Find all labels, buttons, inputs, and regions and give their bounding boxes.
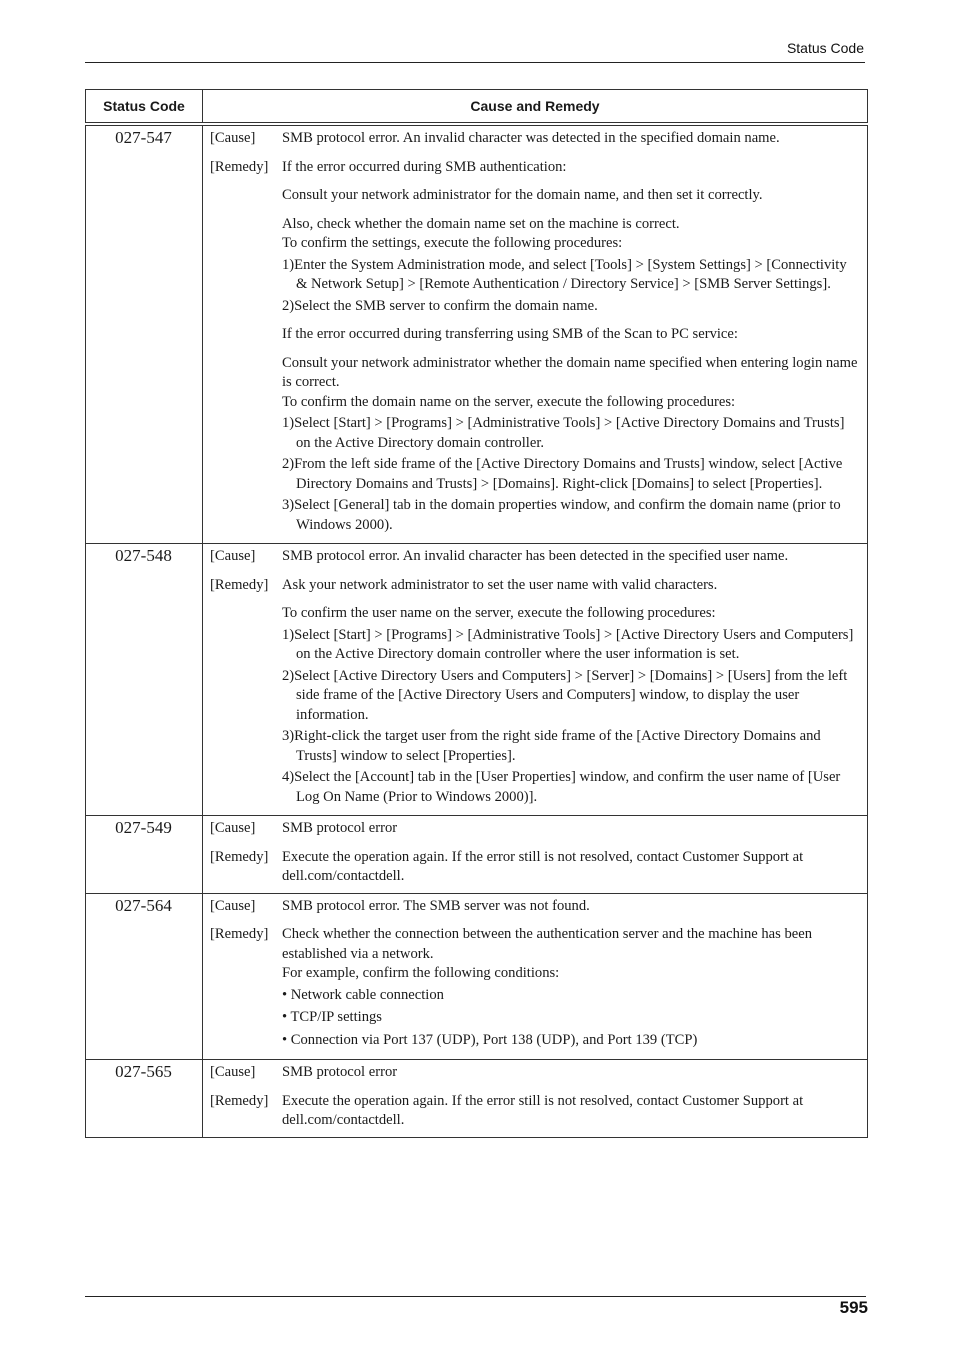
- status-code-cell: 027-547: [86, 124, 203, 544]
- remedy-tag: [Remedy]: [210, 158, 269, 175]
- running-header-title: Status Code: [786, 40, 864, 56]
- remedy-entry: [210, 1092, 859, 1131]
- remedy-body: [282, 158, 859, 538]
- remedy-text: [282, 848, 859, 887]
- procedure-step: 1)Enter the System Administration mode, and select [Tools] > [System Settings] > [Connectivity & Network Setup] > [Remote Authentication / Directory Service] > [SMB Server Settings].: [282, 256, 847, 292]
- cause-text: SMB protocol error. An invalid character has been detected in the specified user name.: [282, 548, 789, 564]
- procedure-step: 1)Select [Start] > [Programs] > [Administrative Tools] > [Active Directory Domains and Trusts] on the Active Directory domain controller.: [282, 415, 845, 451]
- cause-remedy-cell: [203, 816, 868, 894]
- remedy-tag: [Remedy]: [210, 848, 269, 865]
- procedure-step: 1)Select [Start] > [Programs] > [Administrative Tools] > [Active Directory Users and Computers] on the Active Directory domain controller where the user information is set.: [282, 626, 854, 662]
- table-row: [86, 1060, 868, 1138]
- cause-remedy-cell: [203, 124, 868, 544]
- remedy-entry: [210, 925, 859, 1053]
- remedy-line: Check whether the connection between the authentication server and the machine has been established via a network.: [282, 926, 813, 962]
- cause-text: SMB protocol error: [282, 1064, 398, 1080]
- table-row: [86, 124, 868, 544]
- remedy-paragraph: [282, 604, 859, 807]
- cause-remedy-cell: [203, 544, 868, 816]
- remedy-paragraph: If the error occurred during transferring using SMB of the Scan to PC service:: [282, 326, 738, 342]
- remedy-tag: [Remedy]: [210, 576, 269, 593]
- cause-tag: [Cause]: [210, 897, 256, 914]
- remedy-sentence: Execute the operation again. If the error still is not resolved, contact Customer Support at: [282, 848, 804, 865]
- table-row: [86, 544, 868, 816]
- support-link[interactable]: dell.com/contactdell: [282, 868, 401, 884]
- remedy-entry: [210, 576, 859, 810]
- condition-bullet: • Network cable connection: [282, 986, 444, 1003]
- cause-text: SMB protocol error: [282, 820, 398, 836]
- status-code-cell: 027-564: [86, 893, 203, 1060]
- procedure-step: 4)Select the [Account] tab in the [User Properties] window, and confirm the user name of [User Log On Name (Prior to Windows 2000)].: [282, 769, 841, 805]
- remedy-line: Consult your network administrator whether the domain name specified when entering login name is correct.: [282, 354, 858, 390]
- status-code-cell: 027-565: [86, 1060, 203, 1138]
- remedy-line: To confirm the domain name on the server, execute the following procedures:: [282, 393, 736, 410]
- remedy-line: For example, confirm the following conditions:: [282, 965, 560, 981]
- remedy-intro: If the error occurred during SMB authentication:: [282, 158, 567, 175]
- status-code-cell: 027-548: [86, 544, 203, 816]
- remedy-text: [282, 1092, 859, 1131]
- cause-entry: [210, 819, 859, 839]
- support-link[interactable]: dell.com/contactdell: [282, 1112, 401, 1128]
- cause-entry: [210, 1063, 859, 1083]
- procedure-step: 3)Right-click the target user from the right side frame of the [Active Directory Domains and Trusts] window to select [Properties].: [282, 728, 821, 764]
- procedure-step: 3)Select [General] tab in the domain properties window, and confirm the domain name (prior to Windows 2000).: [282, 497, 841, 533]
- remedy-body: [282, 925, 859, 1053]
- remedy-paragraph: [282, 215, 859, 317]
- cause-tag: [Cause]: [210, 820, 256, 836]
- status-code-cell: 027-549: [86, 816, 203, 894]
- condition-bullet: • TCP/IP settings: [282, 1009, 382, 1025]
- table-header-row: [86, 90, 868, 125]
- remedy-tag: [Remedy]: [210, 926, 269, 942]
- remedy-line: To confirm the settings, execute the following procedures:: [282, 235, 623, 251]
- cause-entry: [210, 547, 859, 567]
- remedy-paragraph: [282, 354, 859, 536]
- remedy-entry: [210, 158, 859, 538]
- remedy-tag: [Remedy]: [210, 1092, 269, 1109]
- cause-remedy-cell: [203, 1060, 868, 1138]
- cause-remedy-cell: [203, 893, 868, 1060]
- cause-tag: [Cause]: [210, 130, 256, 146]
- remedy-entry: [210, 848, 859, 887]
- column-header-status-code: Status Code: [86, 90, 203, 125]
- cause-text: SMB protocol error. The SMB server was not found.: [282, 897, 590, 914]
- remedy-period: .: [400, 868, 405, 884]
- remedy-body: [282, 576, 859, 810]
- table-row: [86, 816, 868, 894]
- cause-entry: [210, 129, 859, 149]
- procedure-step: 2)From the left side frame of the [Active Directory Domains and Trusts] window, select [Active Directory Domains and Trusts] > [Domains]. Right-click [Domains] to select [Properties].: [282, 456, 843, 492]
- page-number: 595: [839, 1298, 868, 1317]
- cause-tag: [Cause]: [210, 548, 256, 564]
- status-code-table: [85, 89, 868, 1138]
- remedy-period: .: [400, 1112, 405, 1128]
- procedure-step: 2)Select the SMB server to confirm the domain name.: [282, 297, 598, 314]
- condition-bullet: • Connection via Port 137 (UDP), Port 138 (UDP), and Port 139 (TCP): [282, 1031, 698, 1048]
- remedy-paragraph: Consult your network administrator for the domain name, and then set it correctly.: [282, 187, 763, 203]
- cause-entry: [210, 897, 859, 917]
- procedure-step: 2)Select [Active Directory Users and Computers] > [Server] > [Domains] > [Users] from the left side frame of the [Active Directory Users and Computers] window, to display the user information.: [282, 667, 848, 723]
- header-rule: [85, 62, 865, 63]
- footer-rule: [85, 1296, 866, 1297]
- cause-tag: [Cause]: [210, 1064, 256, 1080]
- remedy-sentence: Execute the operation again. If the error still is not resolved, contact Customer Support at: [282, 1092, 804, 1109]
- remedy-intro: Ask your network administrator to set the user name with valid characters.: [282, 576, 718, 593]
- cause-text: SMB protocol error. An invalid character was detected in the specified domain name.: [282, 130, 780, 146]
- table-row: [86, 893, 868, 1060]
- remedy-line: Also, check whether the domain name set on the machine is correct.: [282, 215, 680, 232]
- remedy-line: To confirm the user name on the server, execute the following procedures:: [282, 605, 716, 621]
- column-header-cause-remedy: Cause and Remedy: [203, 90, 868, 125]
